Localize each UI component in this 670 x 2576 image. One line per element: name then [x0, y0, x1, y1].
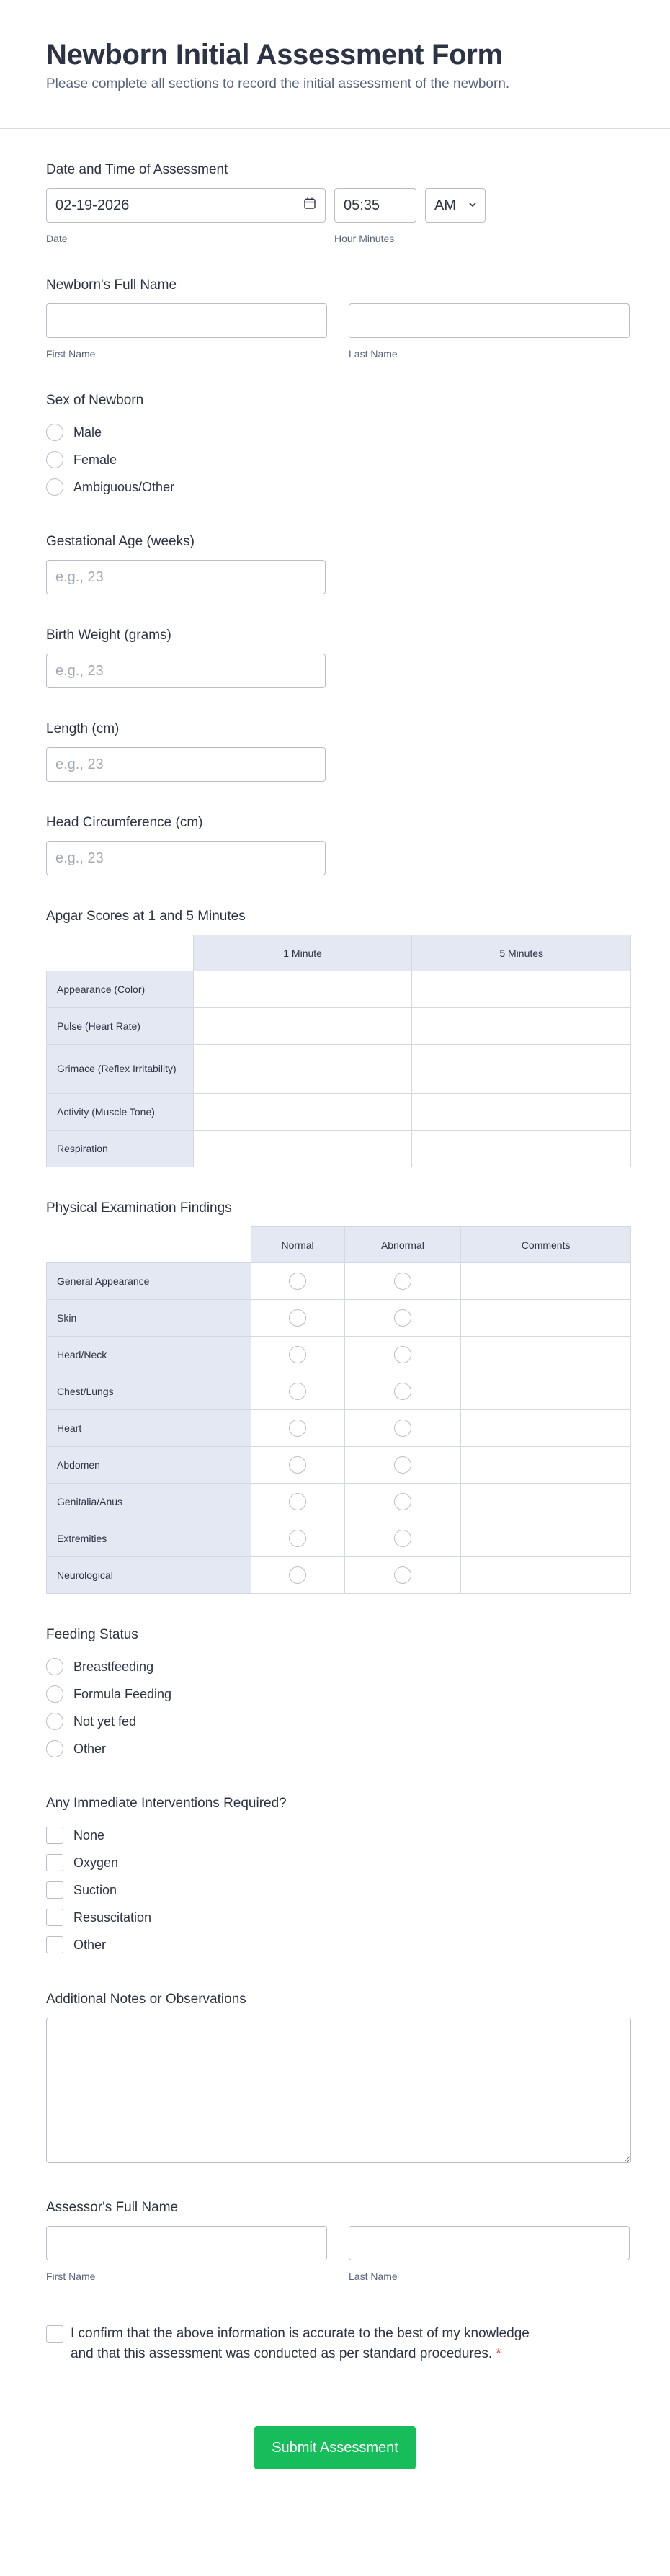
radio-button[interactable] — [46, 1713, 63, 1730]
normal-radio-cell — [251, 1410, 344, 1447]
form-header — [0, 0, 670, 129]
score-cell[interactable] — [412, 1131, 631, 1167]
gestational-age-section — [46, 501, 624, 594]
apgar-table — [46, 935, 631, 1167]
abnormal-radio-cell — [344, 1447, 461, 1484]
last-name-sublabel: Last Name — [349, 348, 398, 360]
checkbox[interactable] — [46, 1854, 63, 1871]
normal-radio[interactable] — [289, 1309, 306, 1327]
sex-option-female[interactable] — [46, 446, 624, 473]
abnormal-radio[interactable] — [394, 1530, 411, 1547]
row-label: Head/Neck — [47, 1337, 251, 1373]
radio-button[interactable] — [46, 1658, 63, 1675]
column-header: Abnormal — [344, 1227, 461, 1263]
option-label: Oxygen — [73, 1855, 119, 1870]
table-row — [47, 1557, 631, 1594]
sex-section — [46, 360, 624, 501]
confirmation-statement: I confirm that the above information is accurate to the best of my knowledge and that this assessment was conducted as per standard procedures. — [71, 2326, 530, 2361]
confirmation-text — [71, 2324, 550, 2363]
feeding-option-not-fed[interactable] — [46, 1708, 624, 1735]
confirmation-section — [46, 2282, 550, 2363]
intervention-option-resuscitation[interactable] — [46, 1904, 624, 1931]
first-name-sublabel: First Name — [46, 348, 96, 360]
row-label: Pulse (Heart Rate) — [47, 1008, 194, 1045]
first-name-sublabel: First Name — [46, 2270, 96, 2282]
table-row — [47, 1447, 631, 1484]
score-cell[interactable] — [193, 971, 412, 1008]
abnormal-radio-cell — [344, 1300, 461, 1337]
column-header: 5 Minutes — [412, 935, 631, 971]
normal-radio[interactable] — [289, 1383, 306, 1400]
normal-radio[interactable] — [289, 1346, 306, 1363]
normal-radio-cell — [251, 1447, 344, 1484]
length-input[interactable]: e.g., 23 — [46, 747, 326, 782]
option-label: Male — [73, 424, 102, 440]
assessor-name-label: Assessor's Full Name — [46, 2200, 179, 2215]
intervention-option-none[interactable] — [46, 1822, 624, 1849]
table-row — [47, 1410, 631, 1447]
abnormal-radio[interactable] — [394, 1420, 411, 1437]
intervention-option-suction[interactable] — [46, 1876, 624, 1904]
row-label: Extremities — [47, 1520, 251, 1557]
physical-exam-table — [46, 1226, 631, 1594]
checkbox[interactable] — [46, 1936, 63, 1953]
gestational-age-input[interactable]: e.g., 23 — [46, 560, 326, 594]
row-label: Neurological — [47, 1557, 251, 1594]
form-footer — [0, 2397, 670, 2469]
comments-cell[interactable] — [461, 1300, 631, 1337]
apgar-label: Apgar Scores at 1 and 5 Minutes — [46, 909, 246, 924]
column-header: 1 Minute — [193, 935, 412, 971]
comments-cell[interactable] — [461, 1263, 631, 1300]
option-label: None — [73, 1827, 105, 1842]
confirmation-checkbox[interactable] — [46, 2325, 63, 2343]
interventions-section — [46, 1762, 624, 1958]
option-label: Not yet fed — [73, 1713, 137, 1729]
comments-cell[interactable] — [461, 1484, 631, 1520]
newborn-last-name-input[interactable] — [349, 303, 630, 338]
abnormal-radio-cell — [344, 1337, 461, 1373]
abnormal-radio-cell — [344, 1373, 461, 1410]
table-corner — [47, 935, 194, 971]
ampm-select[interactable] — [425, 188, 486, 223]
table-row — [47, 1484, 631, 1520]
page-subtitle: Please complete all sections to record the initial assessment of the newborn. — [46, 76, 510, 92]
date-time-section — [46, 129, 624, 244]
chevron-down-icon — [468, 197, 478, 214]
notes-section — [46, 1958, 624, 2167]
score-cell[interactable] — [193, 1094, 412, 1131]
table-row — [47, 1520, 631, 1557]
table-row — [47, 1300, 631, 1337]
comments-cell[interactable] — [461, 1337, 631, 1373]
sex-option-male[interactable] — [46, 419, 624, 446]
radio-button[interactable] — [46, 478, 63, 496]
assessor-first-name-input[interactable] — [46, 2226, 327, 2260]
row-label: Appearance (Color) — [47, 971, 194, 1008]
abnormal-radio[interactable] — [394, 1493, 411, 1510]
normal-radio[interactable] — [289, 1530, 306, 1547]
score-cell[interactable] — [412, 971, 631, 1008]
length-section — [46, 688, 624, 782]
normal-radio-cell — [251, 1373, 344, 1410]
table-row — [47, 1094, 631, 1131]
normal-radio-cell — [251, 1263, 344, 1300]
normal-radio[interactable] — [289, 1566, 306, 1584]
row-label: General Appearance — [47, 1263, 251, 1300]
sex-option-ambiguous[interactable] — [46, 473, 624, 501]
row-label: Heart — [47, 1410, 251, 1447]
newborn-name-label: Newborn's Full Name — [46, 277, 177, 293]
notes-textarea[interactable] — [46, 2018, 631, 2163]
comments-cell[interactable] — [461, 1447, 631, 1484]
normal-radio-cell — [251, 1300, 344, 1337]
row-label: Grimace (Reflex Irritability) — [47, 1045, 194, 1094]
newborn-first-name-input[interactable] — [46, 303, 327, 338]
abnormal-radio[interactable] — [394, 1456, 411, 1474]
table-row — [47, 1008, 631, 1045]
row-label: Respiration — [47, 1131, 194, 1167]
submit-button[interactable]: Submit Assessment — [254, 2426, 416, 2469]
option-label: Other — [73, 1741, 107, 1756]
interventions-label: Any Immediate Interventions Required? — [46, 1796, 287, 1811]
radio-button[interactable] — [46, 1685, 63, 1703]
table-row — [47, 1373, 631, 1410]
feeding-section — [46, 1594, 624, 1762]
page-title: Newborn Initial Assessment Form — [46, 39, 503, 71]
feeding-option-formula[interactable] — [46, 1680, 624, 1708]
comments-cell[interactable] — [461, 1557, 631, 1594]
abnormal-radio[interactable] — [394, 1273, 411, 1290]
birth-weight-label: Birth Weight (grams) — [46, 628, 171, 643]
table-row — [47, 1131, 631, 1167]
score-cell[interactable] — [193, 1045, 412, 1094]
intervention-option-oxygen[interactable] — [46, 1849, 624, 1876]
score-cell[interactable] — [412, 1008, 631, 1045]
notes-label: Additional Notes or Observations — [46, 1992, 246, 2007]
table-row — [47, 1337, 631, 1373]
score-cell[interactable] — [193, 1131, 412, 1167]
normal-radio[interactable] — [289, 1273, 306, 1290]
physical-exam-label: Physical Examination Findings — [46, 1200, 232, 1216]
feeding-label: Feeding Status — [46, 1627, 138, 1642]
abnormal-radio-cell — [344, 1520, 461, 1557]
column-header: Comments — [461, 1227, 631, 1263]
abnormal-radio-cell — [344, 1263, 461, 1300]
radio-button[interactable] — [46, 424, 63, 441]
table-row — [47, 1263, 631, 1300]
date-sublabel: Date — [46, 233, 68, 244]
abnormal-radio[interactable] — [394, 1383, 411, 1400]
newborn-name-section — [46, 244, 624, 360]
assessor-last-name-input[interactable] — [349, 2226, 630, 2260]
option-label: Female — [73, 452, 117, 467]
time-input[interactable] — [334, 188, 416, 223]
option-label: Resuscitation — [73, 1909, 152, 1925]
normal-radio[interactable] — [289, 1493, 306, 1510]
required-asterisk: * — [496, 2345, 501, 2361]
option-label: Ambiguous/Other — [73, 479, 175, 494]
row-label: Chest/Lungs — [47, 1373, 251, 1410]
length-label: Length (cm) — [46, 721, 120, 736]
time-sublabel: Hour Minutes — [334, 233, 395, 244]
normal-radio-cell — [251, 1337, 344, 1373]
abnormal-radio[interactable] — [394, 1346, 411, 1363]
abnormal-radio-cell — [344, 1410, 461, 1447]
intervention-option-other[interactable] — [46, 1931, 624, 1958]
date-value: 02-19-2026 — [55, 197, 130, 213]
sex-label: Sex of Newborn — [46, 393, 144, 408]
comments-cell[interactable] — [461, 1520, 631, 1557]
abnormal-radio[interactable] — [394, 1309, 411, 1327]
head-circumference-input[interactable]: e.g., 23 — [46, 841, 326, 875]
table-corner — [47, 1227, 251, 1263]
table-row — [47, 1045, 631, 1094]
last-name-sublabel: Last Name — [349, 2270, 398, 2282]
feeding-option-breastfeeding[interactable] — [46, 1653, 624, 1680]
score-cell[interactable] — [412, 1045, 631, 1094]
checkbox[interactable] — [46, 1909, 63, 1926]
abnormal-radio-cell — [344, 1557, 461, 1594]
head-circumference-label: Head Circumference (cm) — [46, 815, 203, 830]
date-time-label: Date and Time of Assessment — [46, 162, 228, 177]
assessor-name-section — [46, 2167, 624, 2282]
normal-radio[interactable] — [289, 1420, 306, 1437]
column-header: Normal — [251, 1227, 344, 1263]
normal-radio-cell — [251, 1520, 344, 1557]
radio-button[interactable] — [46, 1740, 63, 1757]
comments-cell[interactable] — [461, 1373, 631, 1410]
row-label: Abdomen — [47, 1447, 251, 1484]
normal-radio-cell — [251, 1484, 344, 1520]
calendar-icon[interactable] — [303, 197, 316, 214]
comments-cell[interactable] — [461, 1410, 631, 1447]
normal-radio-cell — [251, 1557, 344, 1594]
option-label: Other — [73, 1937, 107, 1952]
radio-button[interactable] — [46, 451, 63, 468]
row-label: Genitalia/Anus — [47, 1484, 251, 1520]
row-label: Skin — [47, 1300, 251, 1337]
row-label: Activity (Muscle Tone) — [47, 1094, 194, 1131]
checkbox[interactable] — [46, 1827, 63, 1844]
score-cell[interactable] — [412, 1094, 631, 1131]
option-label: Formula Feeding — [73, 1686, 172, 1701]
abnormal-radio-cell — [344, 1484, 461, 1520]
assessment-form — [0, 129, 670, 2363]
birth-weight-section — [46, 594, 624, 688]
abnormal-radio[interactable] — [394, 1566, 411, 1584]
normal-radio[interactable] — [289, 1456, 306, 1474]
feeding-option-other[interactable] — [46, 1735, 624, 1762]
option-label: Suction — [73, 1882, 117, 1897]
checkbox[interactable] — [46, 1881, 63, 1899]
gestational-age-label: Gestational Age (weeks) — [46, 534, 195, 549]
head-circumference-section — [46, 782, 624, 875]
birth-weight-input[interactable]: e.g., 23 — [46, 654, 326, 688]
option-label: Breastfeeding — [73, 1659, 154, 1674]
ampm-value: AM — [434, 197, 456, 213]
apgar-section — [46, 875, 624, 1167]
table-row — [47, 971, 631, 1008]
physical-exam-section — [46, 1167, 624, 1594]
date-input[interactable] — [46, 188, 326, 223]
score-cell[interactable] — [193, 1008, 412, 1045]
time-value: 05:35 — [344, 197, 380, 213]
